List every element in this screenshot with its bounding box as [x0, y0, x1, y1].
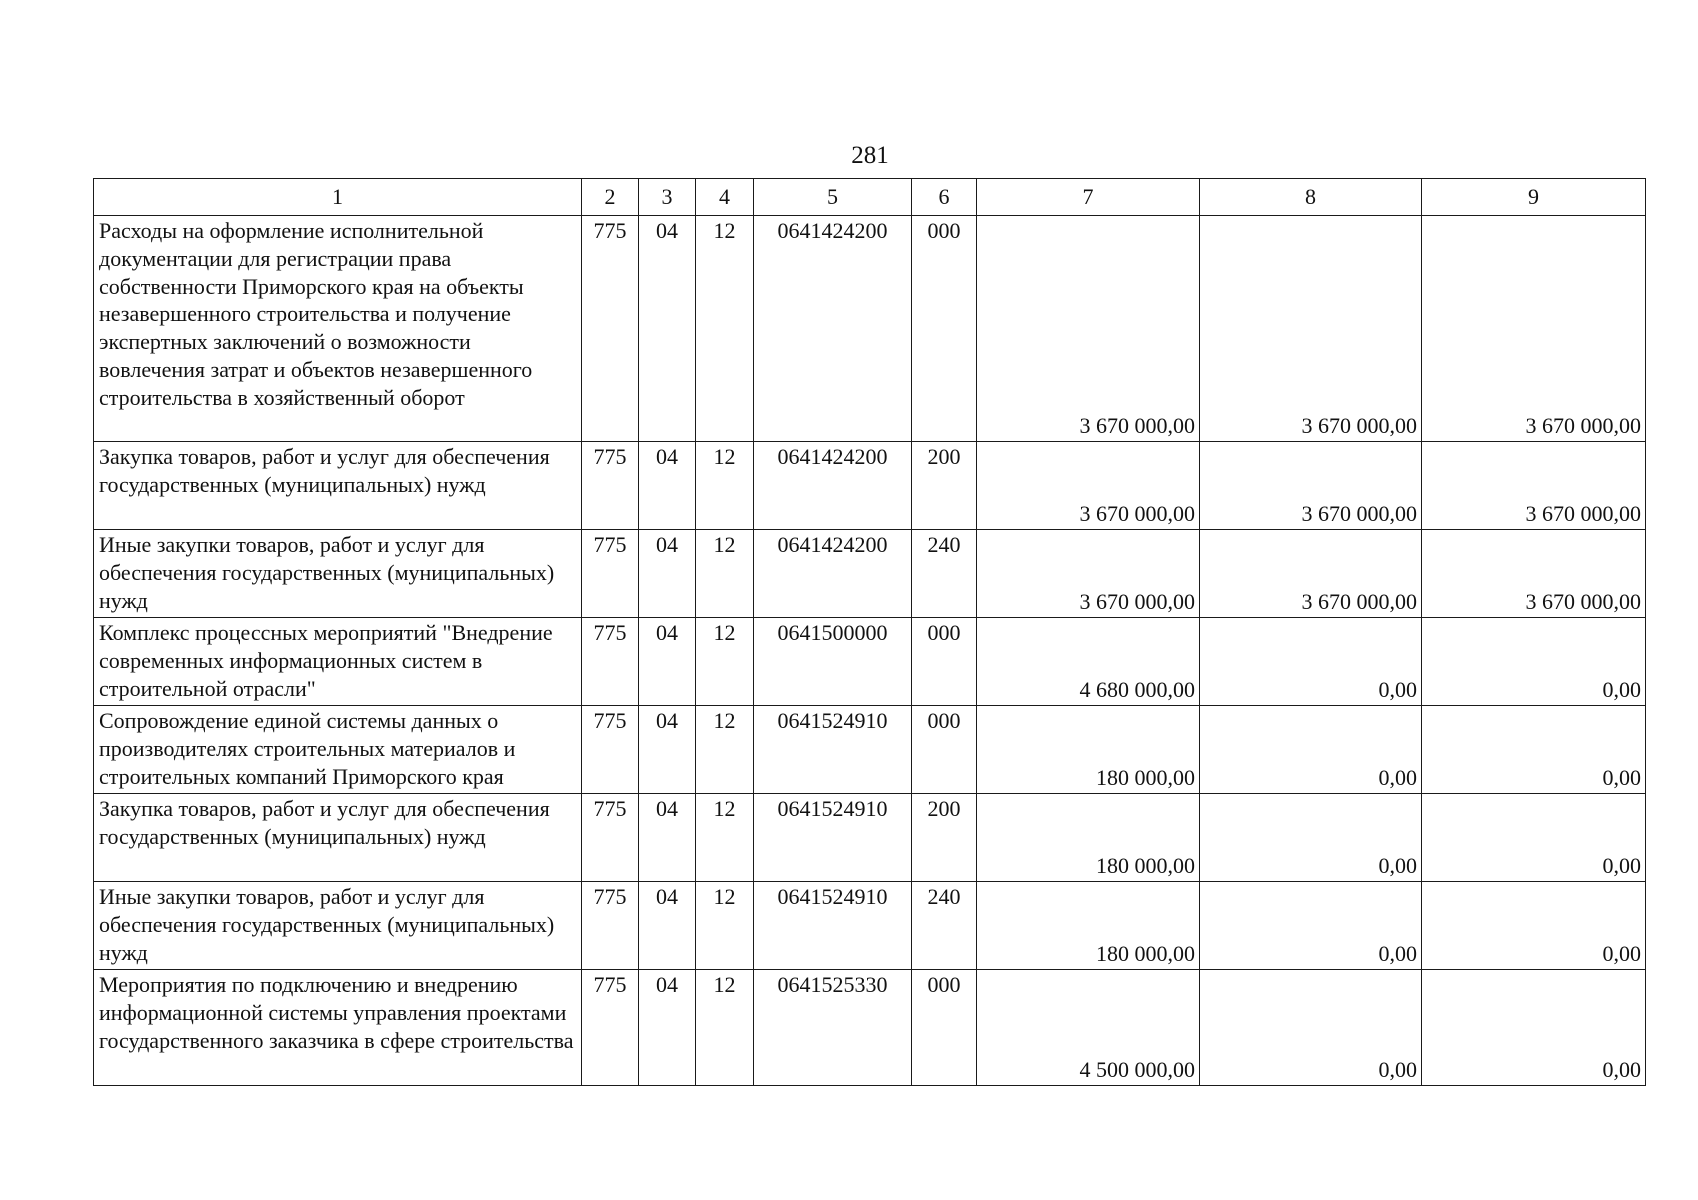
section-code-cell: 04 — [639, 970, 696, 1086]
header-cell-2: 2 — [582, 179, 639, 216]
subsection-code-cell: 12 — [696, 216, 754, 442]
target-article-cell: 0641524910 — [754, 882, 912, 970]
ministry-code-cell: 775 — [582, 970, 639, 1086]
subsection-code-cell: 12 — [696, 706, 754, 794]
table-row — [94, 882, 1646, 970]
amount-col7-cell: 3 670 000,00 — [977, 442, 1200, 530]
expense-type-cell: 240 — [912, 882, 977, 970]
target-article-cell: 0641424200 — [754, 216, 912, 442]
target-article-cell: 0641424200 — [754, 442, 912, 530]
target-article-cell: 0641524910 — [754, 706, 912, 794]
table-row — [94, 706, 1646, 794]
ministry-code-cell: 775 — [582, 882, 639, 970]
amount-col7-cell: 4 500 000,00 — [977, 970, 1200, 1086]
header-cell-9: 9 — [1422, 179, 1646, 216]
amount-col9-cell: 3 670 000,00 — [1422, 530, 1646, 618]
row-name-cell: Расходы на оформление исполнительной документации для регистрации права собственности Приморского края на объекты незавершенного строительства и получение экспертных заключений о возможности вовлечения затрат и объектов незавершенного строительства в хозяйственный оборот — [94, 216, 582, 442]
amount-col7-cell: 3 670 000,00 — [977, 216, 1200, 442]
expense-type-cell: 000 — [912, 216, 977, 442]
ministry-code-cell: 775 — [582, 618, 639, 706]
target-article-cell: 0641524910 — [754, 794, 912, 882]
section-code-cell: 04 — [639, 618, 696, 706]
table-row — [94, 794, 1646, 882]
page-number: 281 — [851, 142, 889, 169]
table-row — [94, 970, 1646, 1086]
target-article-cell: 0641525330 — [754, 970, 912, 1086]
amount-col7-cell: 180 000,00 — [977, 794, 1200, 882]
amount-col8-cell: 0,00 — [1200, 882, 1422, 970]
amount-col8-cell: 0,00 — [1200, 794, 1422, 882]
subsection-code-cell: 12 — [696, 882, 754, 970]
row-name-cell: Комплекс процессных мероприятий "Внедрение современных информационных систем в строительной отрасли" — [94, 618, 582, 706]
table-row — [94, 618, 1646, 706]
row-name-cell: Закупка товаров, работ и услуг для обеспечения государственных (муниципальных) нужд — [94, 442, 582, 530]
subsection-code-cell: 12 — [696, 530, 754, 618]
amount-col7-cell: 180 000,00 — [977, 882, 1200, 970]
amount-col8-cell: 3 670 000,00 — [1200, 216, 1422, 442]
header-cell-1: 1 — [94, 179, 582, 216]
header-cell-3: 3 — [639, 179, 696, 216]
ministry-code-cell: 775 — [582, 706, 639, 794]
ministry-code-cell: 775 — [582, 794, 639, 882]
expense-type-cell: 240 — [912, 530, 977, 618]
row-name-cell: Мероприятия по подключению и внедрению информационной системы управления проектами государственного заказчика в сфере строительства — [94, 970, 582, 1086]
expense-type-cell: 200 — [912, 794, 977, 882]
amount-col9-cell: 0,00 — [1422, 706, 1646, 794]
amount-col7-cell: 180 000,00 — [977, 706, 1200, 794]
subsection-code-cell: 12 — [696, 794, 754, 882]
amount-col8-cell: 0,00 — [1200, 970, 1422, 1086]
header-cell-7: 7 — [977, 179, 1200, 216]
amount-col8-cell: 0,00 — [1200, 618, 1422, 706]
expense-type-cell: 000 — [912, 706, 977, 794]
section-code-cell: 04 — [639, 794, 696, 882]
subsection-code-cell: 12 — [696, 970, 754, 1086]
section-code-cell: 04 — [639, 882, 696, 970]
table-row — [94, 442, 1646, 530]
section-code-cell: 04 — [639, 216, 696, 442]
section-code-cell: 04 — [639, 442, 696, 530]
amount-col7-cell: 3 670 000,00 — [977, 530, 1200, 618]
target-article-cell: 0641500000 — [754, 618, 912, 706]
row-name-cell: Иные закупки товаров, работ и услуг для обеспечения государственных (муниципальных) нужд — [94, 530, 582, 618]
budget-table — [93, 178, 1646, 1086]
expense-type-cell: 200 — [912, 442, 977, 530]
ministry-code-cell: 775 — [582, 442, 639, 530]
header-cell-5: 5 — [754, 179, 912, 216]
amount-col8-cell: 0,00 — [1200, 706, 1422, 794]
header-row — [94, 179, 1646, 216]
amount-col9-cell: 3 670 000,00 — [1422, 216, 1646, 442]
table-row — [94, 216, 1646, 442]
amount-col8-cell: 3 670 000,00 — [1200, 442, 1422, 530]
row-name-cell: Сопровождение единой системы данных о производителях строительных материалов и строительных компаний Приморского края — [94, 706, 582, 794]
table-row — [94, 530, 1646, 618]
row-name-cell: Иные закупки товаров, работ и услуг для обеспечения государственных (муниципальных) нужд — [94, 882, 582, 970]
header-cell-4: 4 — [696, 179, 754, 216]
header-cell-8: 8 — [1200, 179, 1422, 216]
amount-col9-cell: 0,00 — [1422, 794, 1646, 882]
expense-type-cell: 000 — [912, 618, 977, 706]
subsection-code-cell: 12 — [696, 442, 754, 530]
target-article-cell: 0641424200 — [754, 530, 912, 618]
ministry-code-cell: 775 — [582, 530, 639, 618]
ministry-code-cell: 775 — [582, 216, 639, 442]
row-name-cell: Закупка товаров, работ и услуг для обеспечения государственных (муниципальных) нужд — [94, 794, 582, 882]
header-cell-6: 6 — [912, 179, 977, 216]
amount-col9-cell: 0,00 — [1422, 618, 1646, 706]
section-code-cell: 04 — [639, 706, 696, 794]
amount-col9-cell: 0,00 — [1422, 970, 1646, 1086]
amount-col7-cell: 4 680 000,00 — [977, 618, 1200, 706]
expense-type-cell: 000 — [912, 970, 977, 1086]
amount-col9-cell: 0,00 — [1422, 882, 1646, 970]
amount-col8-cell: 3 670 000,00 — [1200, 530, 1422, 618]
section-code-cell: 04 — [639, 530, 696, 618]
amount-col9-cell: 3 670 000,00 — [1422, 442, 1646, 530]
subsection-code-cell: 12 — [696, 618, 754, 706]
